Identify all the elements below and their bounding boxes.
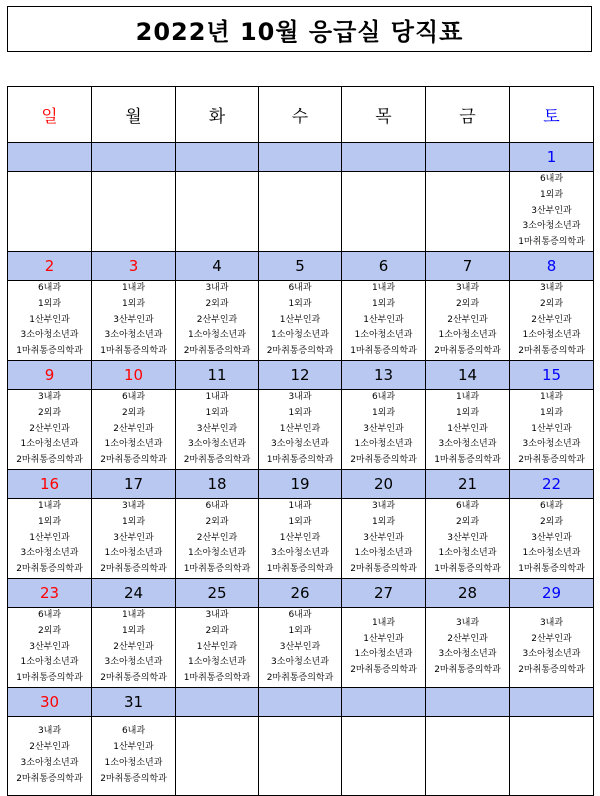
duty-cell bbox=[342, 498, 426, 578]
duty-entry: 1소아청소년과 bbox=[354, 548, 413, 559]
duty-entry: 2마취통증의학과 bbox=[183, 455, 251, 466]
date-cell: 26 bbox=[259, 578, 342, 607]
duty-cell bbox=[92, 498, 176, 578]
duty-entry: 6내과 bbox=[371, 391, 396, 402]
date-cell: 30 bbox=[8, 687, 92, 716]
date-row bbox=[8, 578, 594, 607]
weekday-header-fri: 금 bbox=[426, 87, 510, 143]
duty-entry: 1외과 bbox=[121, 516, 146, 527]
duty-cell bbox=[176, 172, 259, 252]
duty-entry: 1산부인과 bbox=[531, 423, 572, 434]
duty-entry: 6내과 bbox=[37, 609, 62, 620]
duty-cell bbox=[92, 716, 176, 795]
date-cell: 9 bbox=[8, 360, 92, 389]
duty-entry: 1마취통증의학과 bbox=[518, 237, 585, 248]
duty-entry: 2마취통증의학과 bbox=[518, 346, 585, 357]
duty-entry: 1외과 bbox=[371, 298, 396, 309]
duty-row bbox=[8, 716, 594, 795]
duty-cell bbox=[92, 607, 176, 687]
duty-entry: 1산부인과 bbox=[363, 633, 404, 644]
duty-cell bbox=[8, 172, 92, 252]
duty-cell bbox=[510, 498, 594, 578]
duty-entry: 1소아청소년과 bbox=[188, 548, 246, 559]
date-cell bbox=[8, 143, 92, 172]
page-title: 2022년 10월 응급실 당직표 bbox=[135, 17, 464, 46]
duty-entry: 1산부인과 bbox=[447, 423, 488, 434]
duty-entry: 3소아청소년과 bbox=[522, 439, 581, 450]
duty-entry: 1소아청소년과 bbox=[104, 548, 163, 559]
duty-entry: 1소아청소년과 bbox=[354, 330, 413, 341]
duty-entry: 2산부인과 bbox=[29, 742, 70, 753]
duty-entry: 2마취통증의학과 bbox=[350, 665, 417, 676]
duty-entry: 1산부인과 bbox=[29, 532, 70, 543]
duty-entry: 3산부인과 bbox=[279, 641, 321, 652]
date-cell: 12 bbox=[259, 360, 342, 389]
duty-entry: 2산부인과 bbox=[531, 633, 572, 644]
duty-entry: 3산부인과 bbox=[447, 532, 488, 543]
duty-entry: 1외과 bbox=[288, 625, 312, 636]
duty-cell bbox=[510, 280, 594, 360]
duty-entry: 1산부인과 bbox=[279, 532, 321, 543]
duty-entry: 2마취통증의학과 bbox=[16, 564, 83, 575]
duty-entry: 1마취통증의학과 bbox=[434, 564, 501, 575]
duty-entry: 3소아청소년과 bbox=[20, 330, 79, 341]
weekday-header-wed: 수 bbox=[259, 87, 342, 143]
duty-entry: 3내과 bbox=[121, 500, 146, 511]
duty-cell bbox=[510, 172, 594, 252]
duty-entry: 3내과 bbox=[539, 617, 564, 628]
duty-entry: 1마취통증의학과 bbox=[266, 564, 334, 575]
duty-row bbox=[8, 389, 594, 469]
date-cell bbox=[342, 687, 426, 716]
duty-entry: 2마취통증의학과 bbox=[518, 665, 585, 676]
duty-entry: 1마취통증의학과 bbox=[16, 673, 83, 684]
duty-entry: 1소아청소년과 bbox=[271, 330, 329, 341]
duty-entry: 3내과 bbox=[205, 609, 229, 620]
duty-entry: 1외과 bbox=[371, 407, 396, 418]
duty-entry: 3내과 bbox=[37, 726, 62, 737]
duty-entry: 1외과 bbox=[37, 516, 62, 527]
date-cell: 27 bbox=[342, 578, 426, 607]
duty-entry: 2마취통증의학과 bbox=[434, 346, 501, 357]
duty-entry: 6내과 bbox=[121, 391, 146, 402]
duty-cell bbox=[259, 716, 342, 795]
date-cell: 11 bbox=[176, 360, 259, 389]
duty-cell bbox=[259, 498, 342, 578]
duty-cell bbox=[342, 280, 426, 360]
duty-entry: 3소아청소년과 bbox=[438, 649, 497, 660]
duty-entry: 3소아청소년과 bbox=[104, 330, 163, 341]
duty-cell bbox=[426, 607, 510, 687]
duty-entry: 3내과 bbox=[371, 500, 396, 511]
date-cell: 31 bbox=[92, 687, 176, 716]
duty-entry: 2마취통증의학과 bbox=[183, 346, 251, 357]
date-cell: 21 bbox=[426, 469, 510, 498]
date-row bbox=[8, 687, 594, 716]
date-cell: 8 bbox=[510, 251, 594, 280]
date-cell bbox=[176, 143, 259, 172]
duty-cell bbox=[8, 498, 92, 578]
duty-cell bbox=[8, 389, 92, 469]
date-cell bbox=[259, 687, 342, 716]
duty-cell bbox=[176, 389, 259, 469]
duty-cell bbox=[259, 172, 342, 252]
duty-entry: 2마취통증의학과 bbox=[350, 455, 417, 466]
duty-entry: 3산부인과 bbox=[363, 423, 404, 434]
duty-entry: 1마취통증의학과 bbox=[183, 564, 251, 575]
date-cell: 15 bbox=[510, 360, 594, 389]
duty-entry: 1마취통증의학과 bbox=[266, 455, 334, 466]
date-cell: 24 bbox=[92, 578, 176, 607]
duty-entry: 3산부인과 bbox=[531, 205, 572, 216]
duty-entry: 1마취통증의학과 bbox=[100, 346, 167, 357]
duty-entry: 1내과 bbox=[121, 282, 146, 293]
duty-entry: 2외과 bbox=[37, 625, 62, 636]
duty-entry: 3소아청소년과 bbox=[271, 439, 329, 450]
duty-entry: 2마취통증의학과 bbox=[518, 455, 585, 466]
duty-cell bbox=[259, 607, 342, 687]
duty-entry: 1소아청소년과 bbox=[188, 330, 246, 341]
duty-entry: 3소아청소년과 bbox=[438, 439, 497, 450]
duty-cell bbox=[342, 607, 426, 687]
duty-cell bbox=[259, 389, 342, 469]
duty-cell bbox=[176, 280, 259, 360]
duty-entry: 1내과 bbox=[121, 609, 146, 620]
duty-entry: 2외과 bbox=[455, 298, 480, 309]
date-cell: 16 bbox=[8, 469, 92, 498]
duty-entry: 2외과 bbox=[37, 407, 62, 418]
duty-entry: 1외과 bbox=[205, 407, 229, 418]
duty-row bbox=[8, 172, 594, 252]
date-row bbox=[8, 143, 594, 172]
duty-entry: 2산부인과 bbox=[447, 314, 488, 325]
duty-entry: 2마취통증의학과 bbox=[100, 564, 167, 575]
duty-entry: 2외과 bbox=[205, 298, 229, 309]
duty-entry: 1산부인과 bbox=[29, 314, 70, 325]
duty-cell bbox=[342, 389, 426, 469]
date-cell: 4 bbox=[176, 251, 259, 280]
duty-entry: 1외과 bbox=[371, 516, 396, 527]
date-cell bbox=[510, 687, 594, 716]
duty-cell bbox=[8, 607, 92, 687]
date-row bbox=[8, 360, 594, 389]
duty-cell bbox=[426, 280, 510, 360]
duty-entry: 3산부인과 bbox=[113, 314, 154, 325]
date-cell: 17 bbox=[92, 469, 176, 498]
duty-entry: 1내과 bbox=[371, 282, 396, 293]
duty-entry: 3소아청소년과 bbox=[188, 439, 246, 450]
duty-entry: 3소아청소년과 bbox=[271, 657, 329, 668]
duty-cell bbox=[426, 389, 510, 469]
duty-entry: 1내과 bbox=[371, 617, 396, 628]
date-cell bbox=[259, 143, 342, 172]
date-cell bbox=[176, 687, 259, 716]
duty-entry: 6내과 bbox=[455, 500, 480, 511]
duty-entry: 3내과 bbox=[37, 391, 62, 402]
duty-entry: 3소아청소년과 bbox=[20, 548, 79, 559]
duty-entry: 2산부인과 bbox=[113, 641, 154, 652]
duty-entry: 1내과 bbox=[37, 500, 62, 511]
duty-entry: 1외과 bbox=[455, 407, 480, 418]
duty-row bbox=[8, 607, 594, 687]
duty-entry: 1소아청소년과 bbox=[438, 330, 497, 341]
duty-entry: 3소아청소년과 bbox=[522, 221, 581, 232]
duty-entry: 2산부인과 bbox=[196, 532, 238, 543]
duty-entry: 1외과 bbox=[121, 298, 146, 309]
duty-entry: 2외과 bbox=[205, 516, 229, 527]
duty-entry: 1내과 bbox=[205, 391, 229, 402]
duty-calendar bbox=[7, 86, 594, 796]
weekday-header-sat: 토 bbox=[510, 87, 594, 143]
date-cell: 23 bbox=[8, 578, 92, 607]
date-cell: 2 bbox=[8, 251, 92, 280]
date-cell: 5 bbox=[259, 251, 342, 280]
duty-entry: 2외과 bbox=[455, 516, 480, 527]
duty-entry: 3소아청소년과 bbox=[20, 757, 79, 768]
duty-entry: 3내과 bbox=[205, 282, 229, 293]
duty-entry: 1마취통증의학과 bbox=[434, 455, 501, 466]
duty-entry: 6내과 bbox=[121, 726, 146, 737]
duty-entry: 1산부인과 bbox=[113, 742, 154, 753]
duty-entry: 1소아청소년과 bbox=[354, 439, 413, 450]
duty-entry: 2외과 bbox=[121, 407, 146, 418]
duty-entry: 3산부인과 bbox=[29, 641, 70, 652]
duty-entry: 1소아청소년과 bbox=[188, 657, 246, 668]
duty-entry: 1마취통증의학과 bbox=[16, 346, 83, 357]
duty-entry: 2마취통증의학과 bbox=[16, 455, 83, 466]
duty-entry: 3산부인과 bbox=[531, 532, 572, 543]
duty-entry: 2외과 bbox=[539, 516, 564, 527]
duty-entry: 6내과 bbox=[37, 282, 62, 293]
duty-entry: 3산부인과 bbox=[363, 532, 404, 543]
date-cell bbox=[426, 687, 510, 716]
weekday-header-thu: 목 bbox=[342, 87, 426, 143]
duty-entry: 3소아청소년과 bbox=[522, 649, 581, 660]
duty-entry: 1외과 bbox=[288, 516, 312, 527]
duty-entry: 2마취통증의학과 bbox=[100, 773, 167, 784]
duty-entry: 2마취통증의학과 bbox=[100, 673, 167, 684]
duty-entry: 1소아청소년과 bbox=[104, 757, 163, 768]
duty-row bbox=[8, 280, 594, 360]
duty-entry: 6내과 bbox=[205, 500, 229, 511]
duty-cell bbox=[510, 389, 594, 469]
duty-cell bbox=[8, 716, 92, 795]
duty-cell bbox=[426, 498, 510, 578]
duty-entry: 3산부인과 bbox=[113, 532, 154, 543]
duty-entry: 1산부인과 bbox=[196, 641, 238, 652]
duty-entry: 1내과 bbox=[455, 391, 480, 402]
duty-cell bbox=[259, 280, 342, 360]
date-cell: 25 bbox=[176, 578, 259, 607]
date-cell: 20 bbox=[342, 469, 426, 498]
duty-entry: 1외과 bbox=[539, 407, 564, 418]
duty-cell bbox=[176, 607, 259, 687]
date-cell bbox=[342, 143, 426, 172]
duty-entry: 1소아청소년과 bbox=[354, 649, 413, 660]
duty-entry: 1소아청소년과 bbox=[20, 657, 79, 668]
date-cell: 29 bbox=[510, 578, 594, 607]
duty-entry: 1외과 bbox=[121, 625, 146, 636]
duty-entry: 1마취통증의학과 bbox=[518, 564, 585, 575]
duty-cell bbox=[176, 716, 259, 795]
duty-entry: 1소아청소년과 bbox=[20, 439, 79, 450]
date-cell: 13 bbox=[342, 360, 426, 389]
duty-entry: 2마취통증의학과 bbox=[350, 564, 417, 575]
duty-cell bbox=[342, 172, 426, 252]
duty-entry: 1내과 bbox=[288, 500, 312, 511]
date-cell bbox=[426, 143, 510, 172]
duty-entry: 2외과 bbox=[539, 298, 564, 309]
duty-cell bbox=[342, 716, 426, 795]
duty-entry: 2마취통증의학과 bbox=[266, 673, 334, 684]
duty-entry: 3산부인과 bbox=[196, 423, 238, 434]
duty-entry: 1내과 bbox=[539, 391, 564, 402]
duty-entry: 1외과 bbox=[288, 407, 312, 418]
weekday-header-tue: 화 bbox=[176, 87, 259, 143]
date-cell: 18 bbox=[176, 469, 259, 498]
duty-entry: 3내과 bbox=[455, 282, 480, 293]
duty-entry: 1마취통증의학과 bbox=[350, 346, 417, 357]
date-cell: 28 bbox=[426, 578, 510, 607]
date-row bbox=[8, 251, 594, 280]
date-cell: 1 bbox=[510, 143, 594, 172]
duty-entry: 3소아청소년과 bbox=[104, 657, 163, 668]
duty-cell bbox=[426, 172, 510, 252]
duty-entry: 2산부인과 bbox=[29, 423, 70, 434]
date-cell: 3 bbox=[92, 251, 176, 280]
weekday-header-row bbox=[8, 87, 594, 143]
date-row bbox=[8, 469, 594, 498]
date-cell: 7 bbox=[426, 251, 510, 280]
weekday-header-mon: 월 bbox=[92, 87, 176, 143]
duty-cell bbox=[510, 607, 594, 687]
duty-entry: 1산부인과 bbox=[363, 314, 404, 325]
duty-entry: 1외과 bbox=[37, 298, 62, 309]
duty-entry: 3내과 bbox=[455, 617, 480, 628]
duty-entry: 3소아청소년과 bbox=[271, 548, 329, 559]
date-cell bbox=[92, 143, 176, 172]
duty-cell bbox=[426, 716, 510, 795]
duty-entry: 1외과 bbox=[539, 189, 564, 200]
duty-cell bbox=[92, 280, 176, 360]
duty-entry: 1산부인과 bbox=[279, 423, 321, 434]
duty-cell bbox=[92, 389, 176, 469]
duty-cell bbox=[510, 716, 594, 795]
duty-entry: 2산부인과 bbox=[531, 314, 572, 325]
date-cell: 14 bbox=[426, 360, 510, 389]
duty-entry: 1소아청소년과 bbox=[522, 330, 581, 341]
date-cell: 10 bbox=[92, 360, 176, 389]
duty-entry: 3내과 bbox=[288, 391, 312, 402]
title-box bbox=[7, 6, 592, 52]
duty-entry: 1마취통증의학과 bbox=[183, 673, 251, 684]
duty-entry: 2마취통증의학과 bbox=[16, 773, 83, 784]
duty-row bbox=[8, 498, 594, 578]
duty-entry: 1산부인과 bbox=[279, 314, 321, 325]
duty-cell bbox=[92, 172, 176, 252]
date-cell: 6 bbox=[342, 251, 426, 280]
duty-entry: 6내과 bbox=[288, 282, 312, 293]
duty-cell bbox=[176, 498, 259, 578]
date-cell: 22 bbox=[510, 469, 594, 498]
duty-entry: 2마취통증의학과 bbox=[434, 665, 501, 676]
duty-entry: 2외과 bbox=[205, 625, 229, 636]
duty-entry: 6내과 bbox=[539, 500, 564, 511]
duty-entry: 1외과 bbox=[288, 298, 312, 309]
duty-entry: 1소아청소년과 bbox=[438, 548, 497, 559]
duty-entry: 1소아청소년과 bbox=[522, 548, 581, 559]
duty-entry: 6내과 bbox=[539, 174, 564, 184]
duty-entry: 2산부인과 bbox=[113, 423, 154, 434]
duty-entry: 2마취통증의학과 bbox=[100, 455, 167, 466]
duty-entry: 3내과 bbox=[539, 282, 564, 293]
duty-entry: 2산부인과 bbox=[447, 633, 488, 644]
date-cell: 19 bbox=[259, 469, 342, 498]
duty-entry: 6내과 bbox=[288, 609, 312, 620]
weekday-header-sun: 일 bbox=[8, 87, 92, 143]
duty-entry: 2마취통증의학과 bbox=[266, 346, 334, 357]
duty-entry: 2산부인과 bbox=[196, 314, 238, 325]
duty-entry: 1소아청소년과 bbox=[104, 439, 163, 450]
duty-cell bbox=[8, 280, 92, 360]
